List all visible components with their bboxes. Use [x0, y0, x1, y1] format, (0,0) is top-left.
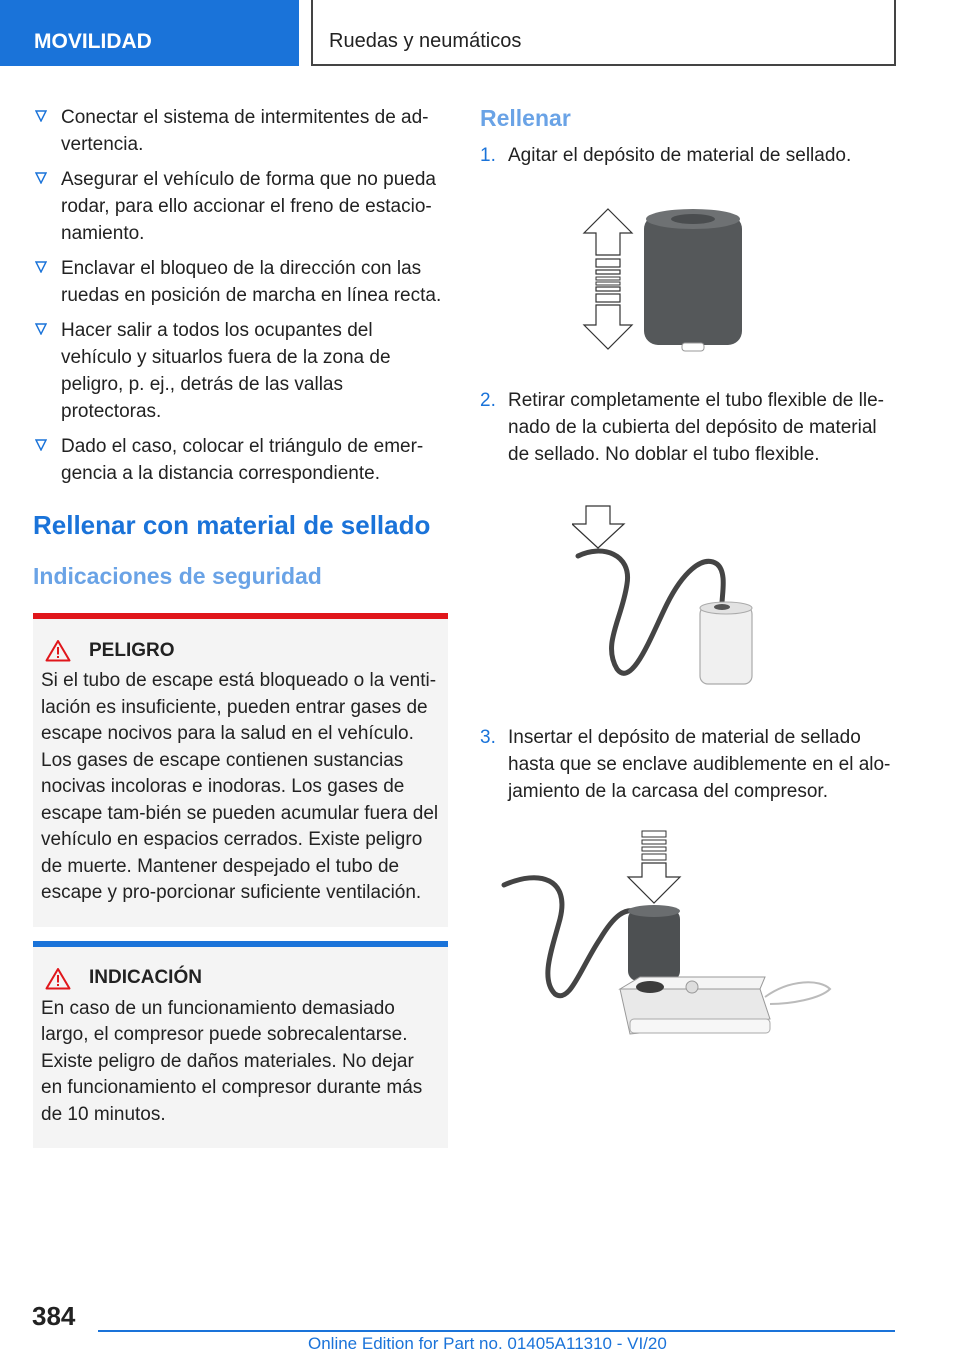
list-item: Dado el caso, colocar el triángulo de emer-gencia a la distancia correspondiente.: [33, 433, 448, 487]
danger-notice: [33, 613, 448, 927]
page-number: 384: [32, 1301, 76, 1331]
warning-triangle-icon: [45, 967, 71, 990]
hose-removal-figure: [572, 504, 762, 694]
info-notice: [33, 941, 448, 1149]
insert-canister-figure: [500, 829, 840, 1049]
step-text: Insertar el depósito de material de sellado hasta que se enclave audiblemente en el alo-jamiento de la carcasa del compresor.: [508, 727, 891, 802]
section-tab: MOVILIDAD: [0, 0, 299, 66]
step-number: 2.: [480, 390, 496, 411]
list-item: Conectar el sistema de intermitentes de ad-vertencia.: [33, 104, 448, 158]
step-number: 3.: [480, 727, 496, 748]
info-title: INDICACIÓN: [89, 967, 202, 988]
chapter-title: Ruedas y neumáticos: [311, 0, 896, 66]
info-text: En caso de un funcionamiento demasiado largo, el compresor puede sobrecalentarse. Existe peligro de daños materiales. No dejar en funcionamiento el compresor durante más de 10 minutos.: [41, 997, 423, 1125]
step-item: [480, 724, 900, 805]
right-column: [480, 104, 900, 1049]
step-text: Agitar el depósito de material de sellado.: [508, 145, 852, 166]
bullet-triangle-icon: [35, 110, 47, 122]
edition-text: Online Edition for Part no. 01405A11310 - VI/20: [308, 1334, 667, 1353]
section-heading: Rellenar con material de sellado: [33, 510, 431, 540]
warning-triangle-icon: [45, 639, 71, 662]
footer-rule: [98, 1330, 895, 1332]
refill-heading: Rellenar: [480, 105, 571, 131]
bullet-triangle-icon: [35, 172, 47, 184]
list-item: Asegurar el vehículo de forma que no pueda rodar, para ello accionar el freno de estacio-namiento.: [33, 166, 448, 247]
step-text: Retirar completamente el tubo flexible de lle-nado de la cubierta del depósito de material de sellado. No doblar el tubo flexible.: [508, 390, 884, 465]
bullet-triangle-icon: [35, 439, 47, 451]
bullet-triangle-icon: [35, 323, 47, 335]
bullet-triangle-icon: [35, 261, 47, 273]
step-item: [480, 142, 900, 169]
danger-text: Si el tubo de escape está bloqueado o la venti-lación es insuficiente, pueden entrar gases de escape nocivos para la salud en el vehículo. Los gases de escape contienen sustancias nocivas incoloras e inodoras. Los gases de escape tam-bién se pueden acumular fuera del vehículo en espacios cerrados. Existe peligro de muerte. Mantener despejado el tubo de escape y pro-porcionar suficiente ventilación.: [41, 670, 439, 903]
step-item: [480, 387, 900, 468]
list-item: Hacer salir a todos los ocupantes del vehículo y situarlos fuera de la zona de peligro, p. ej., detrás de las vallas protectoras.: [33, 317, 448, 425]
list-item: Enclavar el bloqueo de la dirección con las ruedas en posición de marcha en línea recta.: [33, 255, 448, 309]
safety-subheading: Indicaciones de seguridad: [33, 563, 322, 589]
shake-canister-figure: [582, 207, 752, 357]
page-header: [0, 0, 960, 66]
left-column: [33, 104, 448, 1148]
step-number: 1.: [480, 145, 496, 166]
preparation-list: [33, 104, 448, 487]
danger-title: PELIGRO: [89, 639, 175, 661]
